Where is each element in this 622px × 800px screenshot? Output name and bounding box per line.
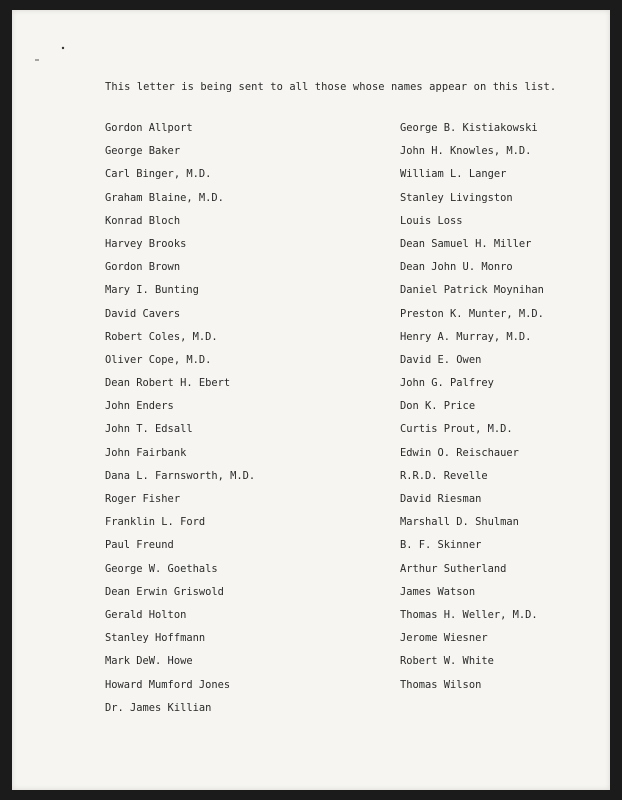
name-entry: Thomas Wilson [400,678,482,691]
name-entry: William L. Langer [400,168,507,181]
name-entry: Stanley Hoffmann [105,632,206,645]
name-entry: Robert Coles, M.D. [105,330,218,343]
name-entry: Henry A. Murray, M.D. [400,330,532,343]
name-entry: James Watson [400,585,476,598]
name-entry: David E. Owen [400,353,482,366]
name-entry: Mark DeW. Howe [105,655,193,668]
name-entry: Dean Erwin Griswold [105,585,224,598]
name-entry: Carl Binger, M.D. [105,168,212,181]
name-entry: Gordon Allport [105,122,193,134]
name-entry: Curtis Prout, M.D. [400,423,513,436]
name-entry: John H. Knowles, M.D. [400,145,532,158]
name-entry: Franklin L. Ford [105,516,206,529]
name-entry: Dean Robert H. Ebert [105,377,231,390]
name-entry: Don K. Price [400,400,476,413]
names-column-right [400,117,544,697]
name-entry: Graham Blaine, M.D. [105,191,224,204]
name-entry: Dr. James Killian [105,701,212,714]
name-entry: George Baker [105,145,181,158]
name-entry: John T. Edsall [105,423,193,436]
stray-ink-marks [32,32,72,62]
name-entry: John Enders [105,400,174,413]
name-entry: Dean Samuel H. Miller [400,237,532,250]
name-entry: Robert W. White [400,655,494,668]
name-entry: Arthur Sutherland [400,562,507,575]
name-entry: Gerald Holton [105,608,187,621]
name-entry: Daniel Patrick Moynihan [400,284,544,297]
name-entry: B. F. Skinner [400,539,482,552]
name-entry: John G. Palfrey [400,377,494,390]
name-entry: Howard Mumford Jones [105,678,231,691]
name-entry: Edwin O. Reischauer [400,446,519,459]
name-entry: Roger Fisher [105,493,181,505]
name-entry: Harvey Brooks [105,237,187,250]
name-entry: David Riesman [400,493,482,505]
name-entry: Louis Loss [400,214,463,227]
document-page [12,10,610,790]
name-entry: Gordon Brown [105,261,181,274]
name-entry: Dana L. Farnsworth, M.D. [105,469,256,482]
name-entry: Marshall D. Shulman [400,516,519,529]
name-entry: David Cavers [105,307,181,320]
name-entry: George B. Kistiakowski [400,122,538,134]
name-entry: Stanley Livingston [400,191,513,204]
name-entry: Preston K. Munter, M.D. [400,307,544,320]
name-entry: Jerome Wiesner [400,632,488,645]
name-entry: Paul Freund [105,539,174,552]
name-entry: Thomas H. Weller, M.D. [400,608,538,621]
names-column-left [105,117,255,720]
name-entry: George W. Goethals [105,562,218,575]
intro-sentence: This letter is being sent to all those whose names appear on this list. [105,81,557,93]
name-entry: Mary I. Bunting [105,284,199,297]
name-entry: Dean John U. Monro [400,261,513,274]
name-entry: R.R.D. Revelle [400,469,488,482]
name-entry: John Fairbank [105,446,187,459]
name-entry: Oliver Cope, M.D. [105,353,212,366]
name-entry: Konrad Bloch [105,214,181,227]
